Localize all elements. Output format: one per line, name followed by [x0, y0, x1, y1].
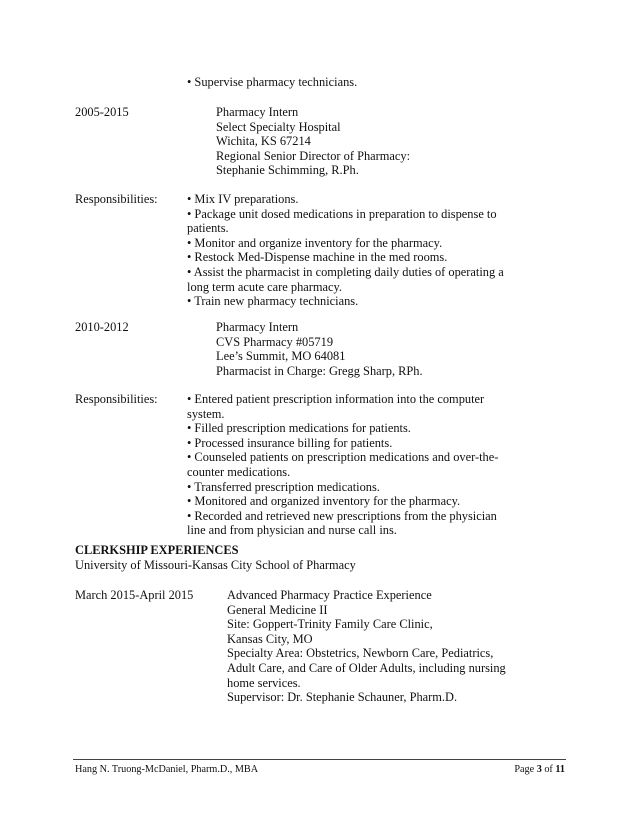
job-1-dates: 2005-2015 [75, 105, 129, 119]
responsibility-line: • Monitored and organized inventory for the pharmacy. [187, 494, 461, 509]
responsibility-line: counter medications. [187, 464, 291, 479]
page-word: Page [514, 764, 535, 775]
clerkship-detail-line: Supervisor: Dr. Stephanie Schauner, Pharm.D. [227, 690, 458, 705]
clerkship-detail-line: Advanced Pharmacy Practice Experience [227, 588, 432, 602]
responsibility-line: line and from physician and nurse call ins. [187, 523, 397, 538]
responsibility-line: • Train new pharmacy technicians. [187, 294, 359, 309]
clerkship-detail-line: General Medicine II [227, 602, 328, 617]
clerkship-details [227, 588, 506, 705]
job-1-detail-line: Pharmacy Intern [216, 105, 299, 119]
responsibility-line: • Restock Med-Dispense machine in the med rooms. [187, 250, 448, 265]
responsibility-line: • Counseled patients on prescription medications and over-the- [187, 450, 499, 465]
job-1-detail-line: Select Specialty Hospital [216, 119, 341, 134]
clerkship-detail-line: Adult Care, and Care of Older Adults, including nursing [227, 660, 506, 675]
clerkship-detail-line: Site: Goppert-Trinity Family Care Clinic, [227, 617, 433, 632]
clerkship-detail-line: home services. [227, 675, 301, 690]
job-1-detail-line: Wichita, KS 67214 [216, 134, 311, 149]
clerkship-dates: March 2015-April 2015 [75, 588, 194, 602]
total-pages: 11 [555, 764, 565, 775]
clerkship-detail-line: Kansas City, MO [227, 631, 313, 646]
clerkship-detail-line: Specialty Area: Obstetrics, Newborn Care, Pediatrics, [227, 646, 494, 661]
job-2-details [216, 320, 423, 378]
responsibility-line: • Assist the pharmacist in completing daily duties of operating a [187, 264, 504, 279]
responsibility-line: system. [187, 406, 225, 421]
responsibility-line: • Package unit dosed medications in preparation to dispense to [187, 206, 497, 221]
responsibility-line: • Monitor and organize inventory for the pharmacy. [187, 235, 443, 250]
responsibility-line: • Recorded and retrieved new prescriptions from the physician [187, 508, 497, 523]
of-word: of [544, 764, 553, 775]
job-2-responsibilities [187, 392, 498, 538]
clerkship-heading: CLERKSHIP EXPERIENCES [75, 543, 239, 557]
responsibility-line: • Entered patient prescription information into the computer [187, 392, 485, 406]
job-2-detail-line: Pharmacy Intern [216, 320, 299, 334]
top-bullet: • Supervise pharmacy technicians. [187, 75, 358, 89]
responsibility-line: • Mix IV preparations. [187, 192, 299, 206]
job-2-detail-line: CVS Pharmacy #05719 [216, 334, 334, 349]
job-1-detail-line: Regional Senior Director of Pharmacy: [216, 148, 411, 163]
clerkship-school: University of Missouri-Kansas City School of Pharmacy [75, 558, 356, 572]
job-1-details [216, 105, 410, 178]
responsibility-line: • Transferred prescription medications. [187, 479, 380, 494]
current-page: 3 [536, 764, 542, 775]
page-number [514, 764, 565, 776]
job-2-dates: 2010-2012 [75, 320, 129, 334]
job-2-detail-line: Lee’s Summit, MO 64081 [216, 349, 346, 364]
job-2-detail-line: Pharmacist in Charge: Gregg Sharp, RPh. [216, 363, 423, 378]
responsibility-line: • Processed insurance billing for patients. [187, 435, 393, 450]
footer-divider [73, 759, 566, 760]
job-2-responsibilities-label: Responsibilities: [75, 392, 158, 406]
footer-name: Hang N. Truong-McDaniel, Pharm.D., MBA [75, 764, 259, 775]
responsibility-line: patients. [187, 221, 229, 236]
job-1-detail-line: Stephanie Schimming, R.Ph. [216, 163, 359, 178]
responsibility-line: • Filled prescription medications for patients. [187, 421, 411, 436]
job-1-responsibilities [187, 192, 504, 309]
responsibility-line: long term acute care pharmacy. [187, 279, 343, 294]
job-1-responsibilities-label: Responsibilities: [75, 192, 158, 206]
